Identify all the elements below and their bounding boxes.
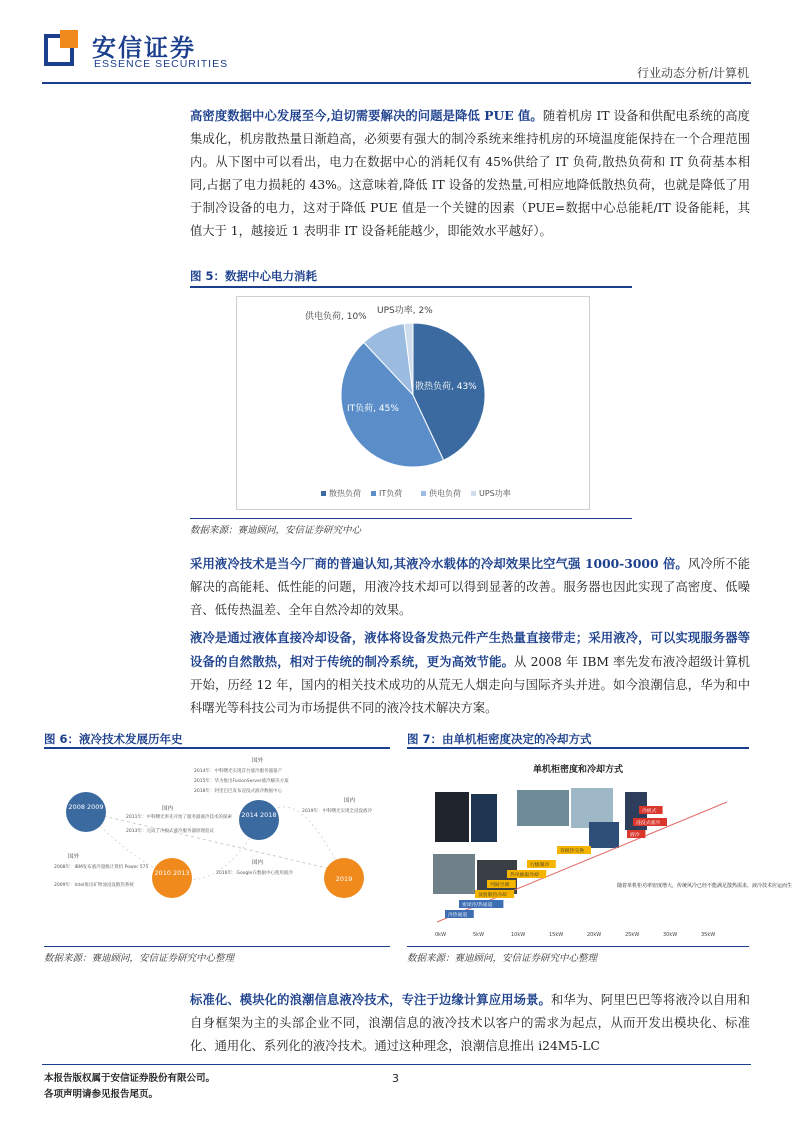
axis-tick-label: 10kW xyxy=(511,932,526,938)
figure5-title: 图 5：数据中心电力消耗 xyxy=(190,269,318,283)
footer-divider xyxy=(42,1064,751,1065)
legend-label: 供电负荷 xyxy=(429,489,461,498)
axis-tick-label: 30kW xyxy=(663,932,678,938)
logo-english: ESSENCE SECURITIES xyxy=(94,58,229,70)
axis-tick-label: 5kW xyxy=(473,932,485,938)
paragraph-pue-body: 随着机房 IT 设备和供配电系统的高度集成化，机房散热量日渐趋高，必须要有强大的制冷系统来维持机房的环境温度能保持在一个合理范围内。从下图中可以看出，电力在数据中心的消耗仅有 45%供给了 IT 负荷,散热负荷和 IT 负荷基本相同,占据了电力损耗的 43%。这意味着,降低 IT 设备的发热量,可相应地降低散热负荷，也就是降低了用于制冷设备的电力，这对于降低 PUE 值是一个关键的因素（PUE=数据中心总能耗/IT 设备能耗，其值大于 1，越接近 1 表明非 IT 设备耗能越少，即能效水平越好）。 xyxy=(190,109,750,238)
figure6-title: 图 6：液冷技术发展历年史 xyxy=(44,732,183,746)
timeline-note: 2018年：阿里巴巴发布浸没式液冷数据中心 xyxy=(194,789,282,794)
timeline-tag: 国外 xyxy=(68,854,80,860)
legend-label: 散热负荷 xyxy=(329,489,361,498)
cooling-step-label: 热风抽取冷却 xyxy=(510,873,539,878)
pie-label-heat: 散热负荷, 43% xyxy=(415,382,477,392)
cooling-note: 随着单机柜功率密度增大，传统风冷已经不能满足散热需求，液冷技术应运而生 xyxy=(617,883,793,889)
cooling-step-label: 液冷 xyxy=(630,833,640,838)
timeline-note: 2009年：Intel推出矿物油浸没散热系统 xyxy=(54,883,134,888)
legend-swatch xyxy=(321,491,326,496)
paragraph-natural-lead: 液冷是通过液体直接冷却设备，液体将设备发热元件产生热量直接带走；采用液冷，可以实现服务器等设备的自然散热，相对于传统的制冷系统，更为高效节能。 xyxy=(190,630,750,669)
figure5-rule xyxy=(190,286,632,288)
cooling-step-label: 列间空调 xyxy=(490,883,510,888)
figure5-source: 数据来源：赛迪顾问，安信证券研究中心 xyxy=(190,525,362,536)
cooling-step-label: 顶置散热冷却 xyxy=(478,893,507,898)
paragraph-pue-lead: 高密度数据中心发展至今,迫切需要解决的问题是降低 PUE 值。 xyxy=(190,108,543,123)
pie-label-ups: UPS功率, 2% xyxy=(377,306,433,316)
timeline-node-label: 2008 2009 xyxy=(68,803,104,811)
footer-copyright: 本报告版权属于安信证券股份有限公司。 xyxy=(44,1073,216,1084)
report-category: 行业动态分析/计算机 xyxy=(636,66,749,80)
pie-label-it: IT负荷, 45% xyxy=(347,404,399,414)
paragraph-inspur xyxy=(190,988,750,1058)
axis-tick-label: 20kW xyxy=(587,932,602,938)
paragraph-liquid-cooling xyxy=(190,552,750,622)
axis-tick-label: 0kW xyxy=(435,932,447,938)
timeline-node-label: 2014 2018 xyxy=(241,811,277,819)
timeline-note: 2015年：华为推出FusionServer液冷解决方案 xyxy=(194,779,289,784)
paragraph-liquid-body: 风冷所不能解决的高能耗、低性能的问题，用液冷技术却可以得到显著的改善。服务器也因此实现了高密度、低噪音、低传热温差、全年自然冷却的效果。 xyxy=(190,557,750,617)
timeline-note: 2011年：中科曙光率先开始了服务器液冷技术的探索 xyxy=(126,815,232,820)
timeline-note: 2019年：中科曙光实现全浸没液冷 xyxy=(302,809,372,814)
cooling-step-label: 冷板式 xyxy=(642,809,657,814)
figure6-source: 数据来源：赛迪顾问，安信证券研究中心整理 xyxy=(44,953,235,964)
paragraph-inspur-lead: 标准化、模块化的浪潮信息液冷技术，专注于边缘计算应用场景。 xyxy=(190,992,551,1007)
figure7-source: 数据来源：赛迪顾问，安信证券研究中心整理 xyxy=(407,953,598,964)
figure7-rule xyxy=(407,747,749,749)
timeline-tag: 国内 xyxy=(162,806,174,812)
timeline-note: 2016年：Google在数据中心使用液冷 xyxy=(216,871,293,876)
legend-swatch xyxy=(371,491,376,496)
logo-text: 安信证券 xyxy=(92,34,196,62)
cooling-step-label: 冷热通道 xyxy=(448,913,468,918)
timeline-node-2008 xyxy=(66,792,106,832)
paragraph-pue xyxy=(190,104,750,243)
paragraph-liquid-lead: 采用液冷技术是当今厂商的普遍认知,其液冷水载体的冷却效果比空气强 1000-3000 倍。 xyxy=(190,556,688,571)
cooling-step-label: 密闭冷/热通道 xyxy=(462,903,493,908)
axis-tick-label: 35kW xyxy=(701,932,716,938)
logo-icon xyxy=(44,28,80,68)
pie-label-supply: 供电负荷, 10% xyxy=(305,312,367,322)
timeline-node-label: 2019 xyxy=(335,875,353,883)
figure5-bottom-rule xyxy=(190,518,632,519)
timeline-node-label: 2010 2013 xyxy=(154,869,190,877)
figure7-bottom-rule xyxy=(407,946,749,947)
cooling-diagram-title: 单机柜密度和冷却方式 xyxy=(532,765,624,775)
footer-disclaimer: 各项声明请参见报告尾页。 xyxy=(44,1089,159,1100)
paragraph-natural-body: 从 2008 年 IBM 率先发布液冷超级计算机开始，历经 12 年，国内的相关技术成功的从荒无人烟走向与国际齐头并进。如今浪潮信息，华为和中科曙光等科技公司为市场提供不同的液冷技术解决方案。 xyxy=(190,655,750,715)
server-rack-image xyxy=(471,794,497,842)
legend-label: UPS功率 xyxy=(479,489,511,498)
legend-swatch xyxy=(471,491,476,496)
pie-chart xyxy=(236,296,590,510)
legend-swatch xyxy=(421,491,426,496)
timeline-diagram xyxy=(44,752,390,944)
timeline-node-2010 xyxy=(152,858,192,898)
cooling-step-label: 浸没式液冷 xyxy=(636,821,660,826)
pie-chart-svg xyxy=(237,297,591,511)
figure6-rule xyxy=(44,747,390,749)
timeline-tag: 国外 xyxy=(252,758,264,764)
axis-tick-label: 25kW xyxy=(625,932,640,938)
server-photo xyxy=(589,822,619,848)
paragraph-inspur-body: 和华为、阿里巴巴等将液冷以自用和自身框架为主的头部企业不同，浪潮信息的液冷技术以客户的需求为起点，从而开发出模块化、标准化、通用化、系列化的液冷技术。通过这种理念，浪潮信息推出 i24M5-LC xyxy=(190,993,750,1053)
server-photo xyxy=(517,790,569,826)
cooling-diagram xyxy=(407,752,793,944)
timeline-tag: 国内 xyxy=(252,860,264,866)
timeline-note: 2014年：中科曙光实现首台液冷服务器量产 xyxy=(194,769,282,774)
cooling-step-label: 行级制冷 xyxy=(530,863,550,868)
page-number: 3 xyxy=(392,1072,399,1085)
server-rack-image xyxy=(435,792,469,842)
legend-label: IT负荷 xyxy=(379,489,403,498)
figure7-title: 图 7：由单机柜密度决定的冷却方式 xyxy=(407,732,592,746)
paragraph-natural-cooling xyxy=(190,626,750,720)
timeline-tag: 国内 xyxy=(344,798,356,804)
axis-tick-label: 15kW xyxy=(549,932,564,938)
cooling-step-label: 背板热交换 xyxy=(560,849,584,854)
timeline-node-2014 xyxy=(239,800,279,840)
timeline-note: 2013年：完成了冷板式液冷服务器原理验证 xyxy=(126,829,214,834)
server-photo xyxy=(433,854,475,894)
timeline-note: 2008年：IBM发布液冷超级计算机 Power 575 xyxy=(54,865,149,870)
figure6-bottom-rule xyxy=(44,946,390,947)
header-divider xyxy=(42,82,751,84)
